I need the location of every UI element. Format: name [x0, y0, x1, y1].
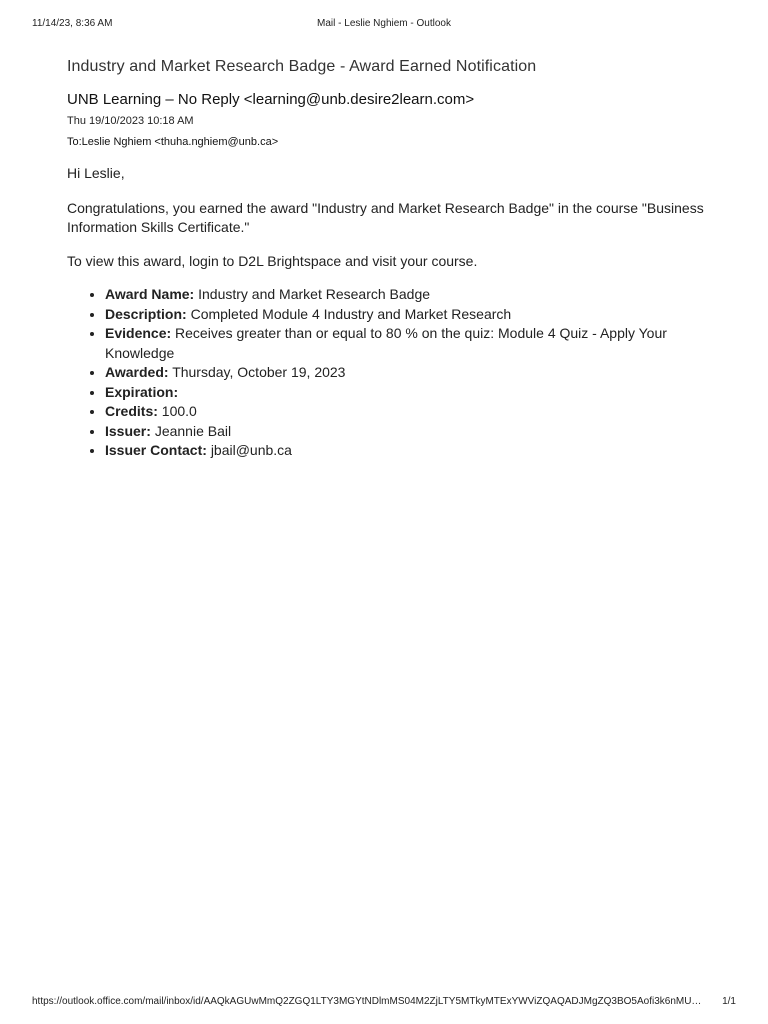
award-detail-label: Expiration:	[105, 383, 179, 400]
email-date: Thu 19/10/2023 10:18 AM	[67, 115, 194, 127]
award-detail-label: Description:	[105, 305, 187, 322]
email-greeting: Hi Leslie,	[67, 165, 125, 181]
award-detail-item	[105, 363, 707, 383]
email-recipient[interactable]: To:Leslie Nghiem <thuha.nghiem@unb.ca>	[67, 136, 279, 148]
award-detail-item	[105, 422, 707, 442]
award-detail-value: Industry and Market Research Badge	[198, 286, 431, 302]
award-detail-value: Jeannie Bail	[154, 422, 232, 439]
email-body	[67, 164, 707, 461]
award-detail-item	[105, 324, 707, 363]
award-detail-label: Award Name:	[105, 286, 195, 302]
award-detail-item	[105, 402, 707, 422]
award-detail-label: Credits:	[105, 403, 158, 419]
award-detail-value: Receives greater than or equal to 80 % on the quiz: Module 4 Quiz - Apply Your Knowledge	[105, 325, 667, 361]
award-detail-label: Evidence:	[105, 325, 172, 341]
email-sender[interactable]: UNB Learning – No Reply <learning@unb.desire2learn.com>	[67, 91, 475, 108]
award-detail-value: 100.0	[161, 403, 197, 419]
award-detail-item	[105, 383, 707, 403]
email-subject: Industry and Market Research Badge - Award Earned Notification	[67, 58, 537, 75]
print-page-title: Mail - Leslie Nghiem - Outlook	[317, 18, 451, 29]
award-detail-label: Issuer:	[105, 422, 151, 439]
email-instructions-paragraph: To view this award, login to D2L Brightspace and visit your course.	[67, 252, 478, 269]
award-detail-label: Awarded:	[105, 364, 169, 380]
award-detail-label: Issuer Contact:	[105, 442, 207, 458]
award-detail-value: Completed Module 4 Industry and Market Research	[190, 305, 512, 322]
award-detail-item	[105, 285, 707, 305]
email-reading-pane	[67, 56, 707, 461]
print-footer	[32, 995, 736, 1009]
print-header	[32, 17, 736, 31]
award-details-list	[67, 285, 707, 461]
print-page-number: 1/1	[722, 996, 736, 1007]
print-datetime: 11/14/23, 8:36 AM	[32, 18, 113, 29]
print-url: https://outlook.office.com/mail/inbox/id/AAQkAGUwMmQ2ZGQ1LTY3MGYtNDlmMS04M2ZjLTY5MTkyMTExYWViZQAQADJMgZQ3BO5Aofi3k6nMU…	[32, 996, 702, 1007]
award-detail-item	[105, 305, 707, 325]
award-detail-value[interactable]: jbail@unb.ca	[210, 442, 292, 458]
email-congratulations-paragraph: Congratulations, you earned the award "Industry and Market Research Badge" in the course "Business Information Skills Certificate."	[67, 199, 704, 235]
award-detail-value: Thursday, October 19, 2023	[172, 364, 346, 380]
award-detail-item	[105, 441, 707, 461]
